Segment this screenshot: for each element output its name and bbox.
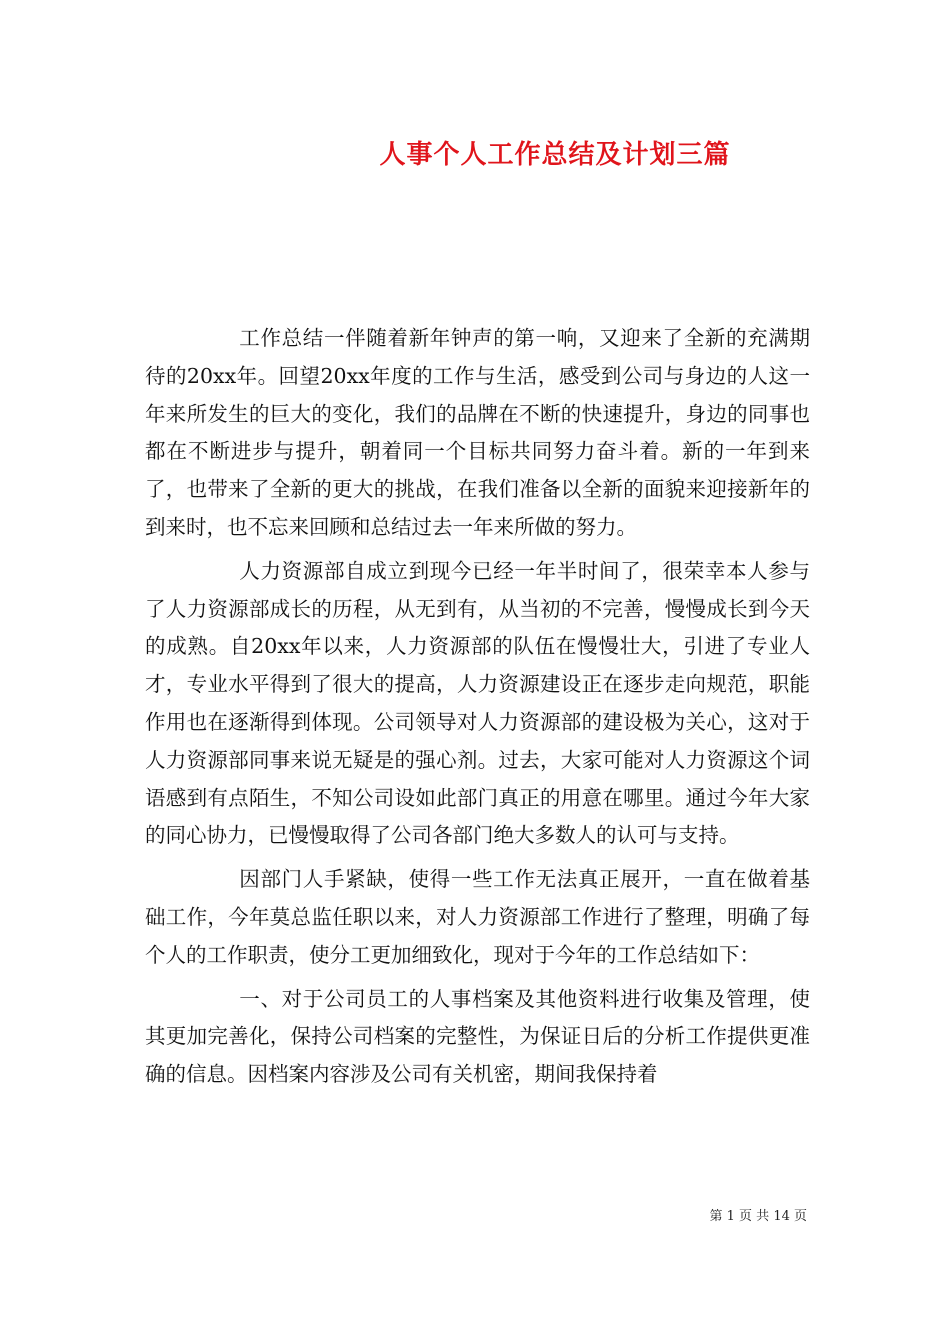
paragraph: 因部门人手紧缺，使得一些工作无法真正展开，一直在做着基础工作，今年莫总监任职以来，对人力资源部工作进行了整理，明确了每个人的工作职责，使分工更加细致化，现对于今年的工作总结如下： bbox=[145, 867, 810, 967]
page-footer: 第 1 页 共 14 页 bbox=[709, 1209, 807, 1224]
document-title: 人事个人工作总结及计划三篇 bbox=[379, 140, 731, 170]
paragraph: 人力资源部自成立到现今已经一年半时间了，很荣幸本人参与了人力资源部成长的历程，从无到有，从当初的不完善，慢慢成长到今天的成熟。自20xx年以来，人力资源部的队伍在慢慢壮大，引进了专业人才，专业水平得到了很大的提高，人力资源建设正在逐步走向规范，职能作用也在逐渐得到体现。公司领导对人力资源部的建设极为关心，这对于人力资源部同事来说无疑是的强心剂。过去，大家可能对人力资源这个词语感到有点陌生，不知公司设如此部门真正的用意在哪里。通过今年大家的同心协力，已慢慢取得了公司各部门绝大多数人的认可与支持。 bbox=[145, 558, 810, 848]
paragraph: 工作总结一伴随着新年钟声的第一响，又迎来了全新的充满期待的20xx年。回望20xx年度的工作与生活，感受到公司与身边的人这一年来所发生的巨大的变化，我们的品牌在不断的快速提升，身边的同事也都在不断进步与提升，朝着同一个目标共同努力奋斗着。新的一年到来了，也带来了全新的更大的挑战，在我们准备以全新的面貌来迎接新年的到来时，也不忘来回顾和总结过去一年来所做的努力。 bbox=[145, 326, 810, 539]
paragraph: 一、对于公司员工的人事档案及其他资料进行收集及管理，使其更加完善化，保持公司档案的完整性，为保证日后的分析工作提供更准确的信息。因档案内容涉及公司有关机密，期间我保持着 bbox=[145, 986, 810, 1087]
document-body bbox=[145, 320, 810, 1100]
